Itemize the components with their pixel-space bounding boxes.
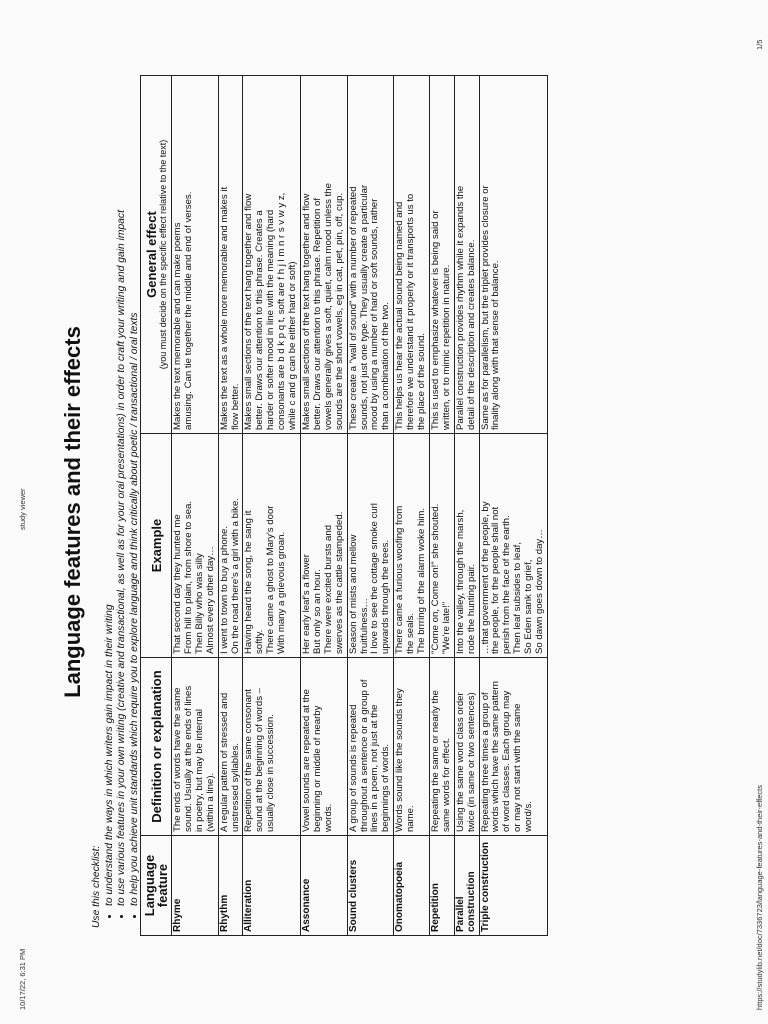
example-cell-line: upwards through the trees. xyxy=(380,539,392,654)
effect-cell-line: This is used to emphasize whatever is being said or xyxy=(429,210,441,430)
example-cell-line: the people, for the people shall not xyxy=(490,506,502,654)
effect-cell-line: finality along with that sense of balance. xyxy=(490,260,502,430)
example-cell xyxy=(454,434,479,658)
effect-cell xyxy=(172,76,219,434)
feature-cell: Repetition xyxy=(429,836,454,936)
effect-cell-line: Makes the text as a whole more memorable and makes it xyxy=(218,186,230,430)
print-page-number: 1/5 xyxy=(755,39,764,50)
example-cell-line: Her early leaf's a flower xyxy=(300,554,312,654)
example-cell-line: Having heard the song, he sang it xyxy=(243,510,255,654)
effect-cell-line: detail of the description and creates balance. xyxy=(465,239,477,430)
effect-cell-line: the place of the sound. xyxy=(416,332,428,430)
table-row xyxy=(454,76,479,936)
example-cell-line: That second day they hunted me xyxy=(172,514,183,654)
definition-cell-line: usually close in succession. xyxy=(265,714,277,832)
checklist-list xyxy=(104,108,142,928)
example-cell-line: There came a ghost to Mary's door xyxy=(265,505,277,654)
effect-cell-line: mood by using a number of hard or soft sounds, rather xyxy=(369,198,381,430)
definition-cell-line: beginnings of words. xyxy=(380,744,392,832)
table-header-row xyxy=(141,76,172,936)
feature-cell: Onomatopoeia xyxy=(394,836,430,936)
example-cell-line: fruitfulness… xyxy=(358,598,370,654)
definition-cell-line: name. xyxy=(405,805,417,832)
effect-cell-line: amusing. Can tie together the middle and end of verses. xyxy=(182,191,194,430)
definition-cell-line: throughout a sentence or a group of xyxy=(358,679,370,832)
print-timestamp: 10/17/22, 6:31 PM xyxy=(18,948,27,1010)
example-cell-line: With many a grievous groan. xyxy=(276,531,288,654)
definition-cell-line: Using the same word class order xyxy=(454,692,466,832)
example-cell-line: So Eden sank to grief, xyxy=(523,559,535,654)
feature-cell: Parallel construction xyxy=(454,836,479,936)
definition-cell xyxy=(429,658,454,836)
definition-cell-line: Vowel sounds are repeated at the xyxy=(300,689,312,832)
example-cell-line: "We're late!" xyxy=(440,601,452,654)
example-cell xyxy=(347,434,394,658)
effect-cell-line: sounds are the short vowels, eg in cat, pet, pin, off, cup. xyxy=(333,192,345,430)
definition-cell-line: Repeating three times a group of xyxy=(479,692,491,832)
checklist-intro xyxy=(91,108,141,928)
effect-cell-line: better. Draws our attention to this phrase. Repetition of xyxy=(311,198,323,430)
definition-cell xyxy=(347,658,394,836)
definition-cell-line: Repetition of the same consonant xyxy=(243,689,255,832)
example-cell-line: the seals. xyxy=(405,612,417,654)
definition-cell xyxy=(479,658,547,836)
checklist-item: • to understand the ways in which writers gain impact in their writing xyxy=(104,108,117,906)
definition-cell xyxy=(454,658,479,836)
definition-cell-line: words. xyxy=(322,803,334,832)
effect-cell-line: Makes small sections of the text hang together and flow xyxy=(300,193,312,430)
checklist-item: • to help you achieve unit standards which require you to explore language and think critically about poetic / transactional / oral texts xyxy=(129,108,142,906)
effect-cell xyxy=(243,76,301,434)
definition-cell-line: word/s. xyxy=(523,801,535,832)
definition-cell-line: words which have the same pattern xyxy=(490,681,502,832)
effect-cell-line: Makes small sections of the text hang together and flow xyxy=(243,193,255,430)
definition-cell-line: The ends of words have the same xyxy=(172,687,183,832)
definition-cell-line: twice (in same or two sentences) xyxy=(465,692,477,832)
example-cell-line: swerves as the cattle stampeded. xyxy=(333,511,345,654)
example-cell-line: The brrring of the alarm woke him. xyxy=(416,507,428,654)
example-cell-line: On the road there's a girl with a bike. xyxy=(229,498,241,654)
header-effect-title: General effect xyxy=(143,211,159,298)
effect-cell-line: Parallel construction provides rhythm while it expands the xyxy=(454,185,466,430)
effect-cell xyxy=(454,76,479,434)
definition-cell xyxy=(172,658,219,836)
effect-cell-line: vowels generally gives a soft, quiet, calm mood unless the xyxy=(322,183,334,430)
header-example: Example xyxy=(141,434,172,658)
feature-cell: Assonance xyxy=(300,836,347,936)
example-cell-line: Then leaf subsides to leaf, xyxy=(512,542,524,654)
features-table xyxy=(140,75,548,936)
header-effect xyxy=(141,76,172,434)
example-cell xyxy=(300,434,347,658)
example-cell-line: So dawn goes down to day… xyxy=(534,529,546,654)
example-cell xyxy=(394,434,430,658)
definition-cell-line: sound. Usually at the ends of lines xyxy=(182,685,194,832)
example-cell-line: Then Billy who was silly xyxy=(193,553,205,654)
effect-cell xyxy=(300,76,347,434)
effect-cell-line: sounds, not just one type. They usually create a particular xyxy=(358,184,370,430)
effect-cell-line: while c and g can be either hard or soft) xyxy=(287,261,299,430)
example-cell-line: Season of mists and mellow xyxy=(347,534,359,654)
effect-cell-line: written, or to mimic repetition in nature. xyxy=(440,264,452,430)
page-title: Language features and their effects xyxy=(60,326,85,698)
effect-cell-line: harder or softer mood in line with the meaning (hard xyxy=(265,209,277,430)
table-row xyxy=(394,76,430,936)
example-cell-line: "Come on, Come on!" she shouted. xyxy=(429,503,441,654)
example-cell xyxy=(479,434,547,658)
definition-cell xyxy=(218,658,243,836)
effect-cell-line: than a combination of the two. xyxy=(380,302,392,430)
definition-cell-line: Words sound like the sounds they xyxy=(394,688,406,832)
table-row xyxy=(479,76,547,936)
example-cell-line: …that government of the people, by xyxy=(479,501,491,654)
effect-cell xyxy=(218,76,243,434)
definition-cell-line: lines in a poem, not just at the xyxy=(369,704,381,832)
table-row xyxy=(218,76,243,936)
effect-cell-line: These create a "wall of sound" with a number of repeated xyxy=(347,186,359,430)
example-cell xyxy=(243,434,301,658)
checklist-item: • to use various features in your own writing (creative and transactional, as well as for your oral presentations) in order to craft your writing and gain impact xyxy=(116,108,129,906)
effect-cell-line: This helps us hear the actual sound being named and xyxy=(394,201,406,430)
feature-cell: Sound clusters xyxy=(347,836,394,936)
definition-cell-line: sound at the beginning of words – xyxy=(254,687,266,832)
effect-cell xyxy=(429,76,454,434)
definition-cell-line: in poetry, but may be internal xyxy=(193,708,205,832)
table-row xyxy=(347,76,394,936)
definition-cell-line: or may not start with the same xyxy=(512,703,524,832)
definition-cell-line: unstressed syllables. xyxy=(229,742,241,832)
definition-cell-line: beginning or middle of nearby xyxy=(311,705,323,832)
definition-cell xyxy=(300,658,347,836)
feature-cell: Alliteration xyxy=(243,836,301,936)
print-url: https://studylib.net/doc/7336723/language-features-and-their-effects xyxy=(755,784,764,1010)
effect-cell-line: flow better. xyxy=(229,383,241,430)
definition-cell-line: (within a line). xyxy=(204,772,216,832)
definition-cell-line: same words for effect. xyxy=(440,737,452,832)
effect-cell xyxy=(394,76,430,434)
effect-cell xyxy=(479,76,547,434)
effect-cell-line: consonants are b d k p q t, soft are f h j l m n r s v w y z, xyxy=(276,192,288,430)
definition-cell-line: A regular pattern of stressed and xyxy=(218,692,230,832)
print-page-title: study viewer xyxy=(18,488,27,530)
effect-cell xyxy=(347,76,394,434)
checklist-label: Use this checklist: xyxy=(91,845,102,928)
definition-cell-line: A group of sounds is repeated xyxy=(347,704,359,832)
example-cell-line: Almost every other day… xyxy=(204,546,216,654)
header-effect-subtitle: (you must decide on the specific effect relative to the text) xyxy=(157,139,168,370)
table-row xyxy=(243,76,301,936)
example-cell-line: There were excited bursts and xyxy=(322,524,334,654)
table-row xyxy=(300,76,347,936)
table-body xyxy=(172,76,548,936)
example-cell-line: I love to see the cottage smoke curl xyxy=(369,503,381,654)
example-cell-line: From hill to plain, from shore to sea. xyxy=(182,500,194,654)
definition-cell xyxy=(394,658,430,836)
feature-cell: Rhythm xyxy=(218,836,243,936)
effect-cell-line: Same as for parallelism, but the triplet provides closure or xyxy=(479,185,491,430)
effect-cell-line: Makes the text memorable and can make poems xyxy=(172,222,183,430)
header-definition: Definition or explanation xyxy=(141,658,172,836)
table-row xyxy=(429,76,454,936)
example-cell-line: But only so an hour. xyxy=(311,569,323,654)
example-cell xyxy=(172,434,219,658)
example-cell-line: softly. xyxy=(254,629,266,654)
example-cell-line: There came a furious woofing from xyxy=(394,505,406,654)
example-cell-line: perish from the face of the earth. xyxy=(501,515,513,654)
definition-cell-line: of word classes. Each group may xyxy=(501,690,513,832)
feature-cell: Triple construction xyxy=(479,836,547,936)
example-cell xyxy=(429,434,454,658)
example-cell-line: Into the valley, through the marsh, xyxy=(454,509,466,654)
table-row xyxy=(172,76,219,936)
example-cell-line: I went to town to buy a phone. xyxy=(218,525,230,654)
header-feature: Language feature xyxy=(141,836,172,936)
example-cell xyxy=(218,434,243,658)
definition-cell-line: Repeating the same or nearly the xyxy=(429,690,441,832)
definition-cell xyxy=(243,658,301,836)
feature-cell: Rhyme xyxy=(172,836,219,936)
effect-cell-line: therefore we understand it properly or it transports us to xyxy=(405,193,417,430)
example-cell-line: rode the hunting pair. xyxy=(465,563,477,654)
effect-cell-line: better. Draws our attention to this phrase. Creates a xyxy=(254,210,266,430)
